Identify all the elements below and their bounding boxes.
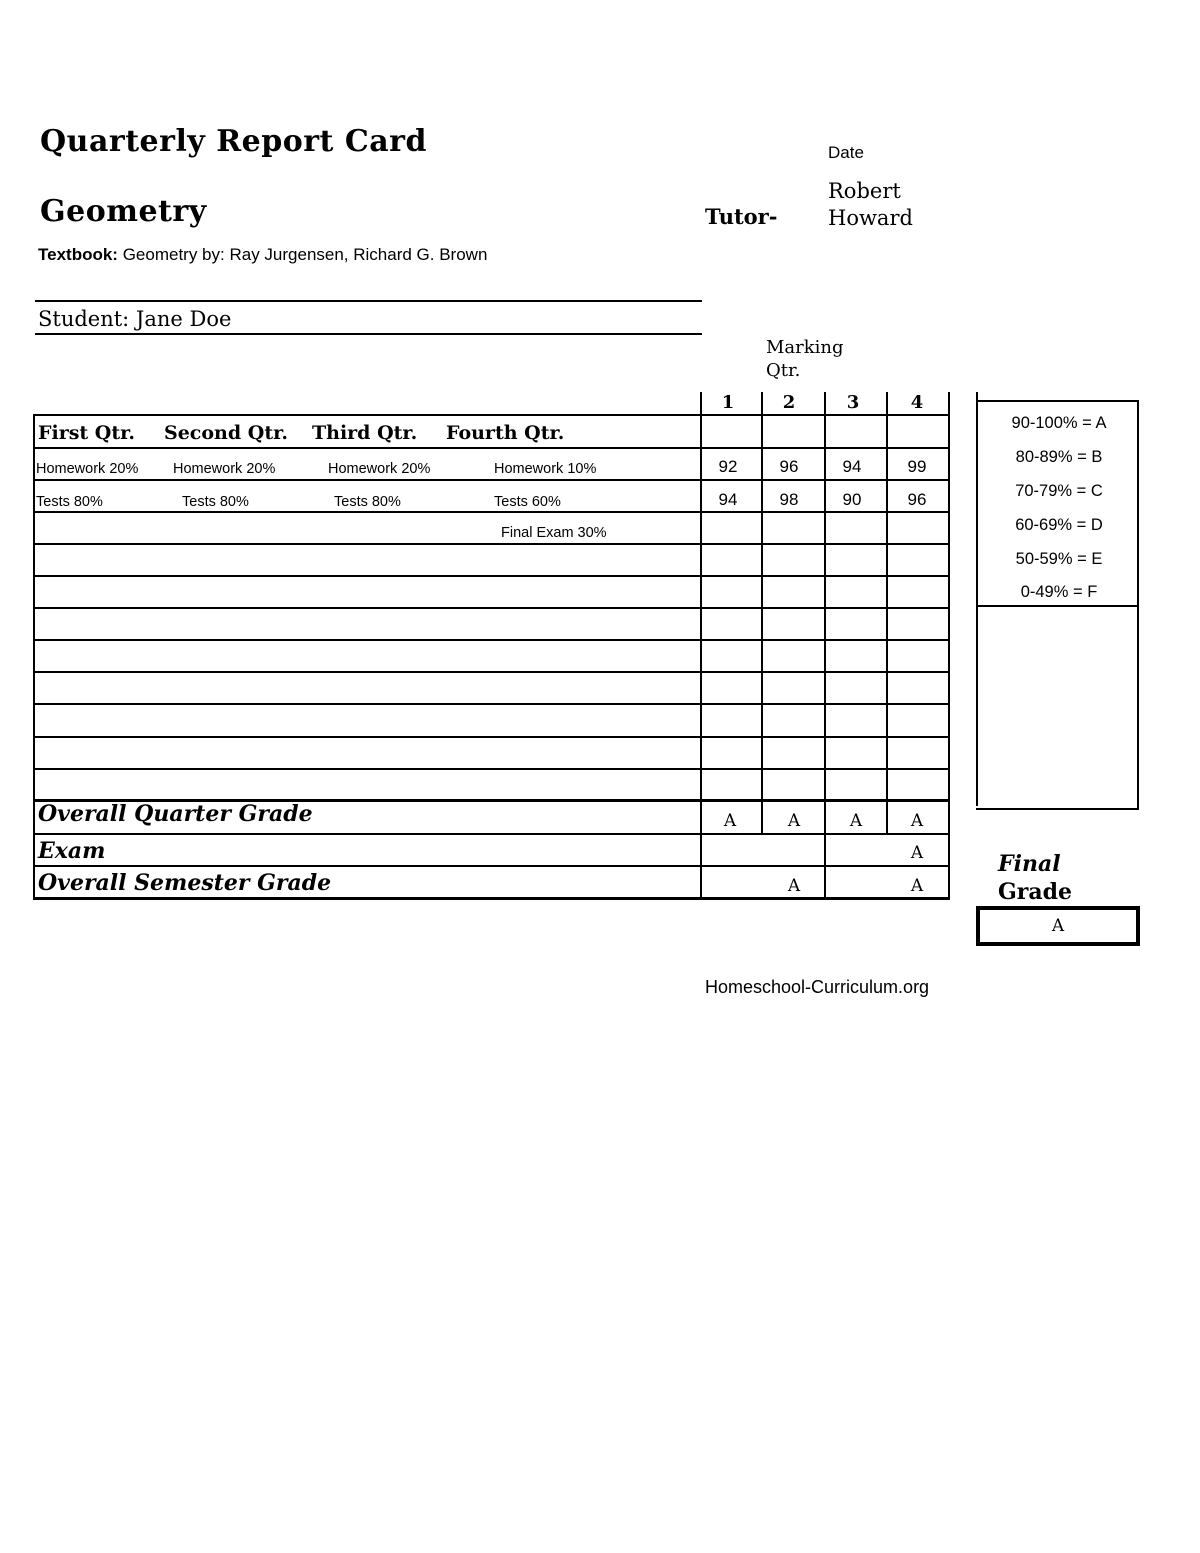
grid-line: [33, 543, 950, 545]
final-grade-box: A: [976, 906, 1140, 946]
final-label: Final: [998, 851, 1061, 877]
qtr-label: Qtr.: [766, 360, 801, 381]
quarter-grade-q2: A: [787, 811, 801, 831]
scale-f: 0-49% = F: [1020, 583, 1098, 601]
final-exam-weight: Final Exam 30%: [501, 525, 607, 541]
textbook-label: Textbook:: [38, 245, 118, 264]
tutor-first-name: Robert: [828, 179, 901, 203]
quarter-number-1: 1: [721, 392, 735, 413]
student-bottom-rule: [35, 333, 702, 335]
grid-line: [33, 511, 950, 513]
grid-line: [33, 833, 950, 835]
tutor-last-name: Howard: [828, 206, 913, 230]
date-label: Date: [828, 143, 864, 162]
test-score-q1: 94: [718, 490, 738, 509]
scale-b: 80-89% = B: [1015, 448, 1103, 466]
test-score-q3: 90: [842, 490, 862, 509]
grid-line: [33, 897, 950, 900]
grid-line: [33, 736, 950, 738]
grid-line: [33, 703, 950, 705]
exam-label: Exam: [38, 838, 106, 864]
homework-score-q4: 99: [907, 457, 927, 476]
tests-weight-q2: Tests 80%: [182, 494, 249, 510]
homework-score-q1: 92: [718, 457, 738, 476]
report-title: Quarterly Report Card: [40, 124, 427, 159]
exam-grade-q4: A: [910, 843, 924, 863]
scale-e: 50-59% = E: [1015, 550, 1103, 568]
test-score-q4: 96: [907, 490, 927, 509]
homework-weight-q4: Homework 10%: [494, 461, 597, 477]
homework-score-q2: 96: [779, 457, 799, 476]
grid-border-right: [948, 392, 950, 900]
scale-d: 60-69% = D: [1015, 516, 1103, 534]
homework-weight-q2: Homework 20%: [173, 461, 276, 477]
textbook-line: [38, 245, 487, 265]
scale-c: 70-79% = C: [1015, 482, 1103, 500]
grid-line: [33, 575, 950, 577]
quarter-grade-q3: A: [849, 811, 863, 831]
first-qtr-header: First Qtr.: [38, 422, 136, 444]
quarter-number-3: 3: [846, 392, 860, 413]
tests-weight-q4: Tests 60%: [494, 494, 561, 510]
tutor-name: [828, 178, 913, 232]
final-grade-label: [998, 850, 1072, 906]
semester-grade-1: A: [787, 876, 801, 896]
test-score-q2: 98: [779, 490, 799, 509]
quarter-grade-q1: A: [723, 811, 737, 831]
student-top-rule: [35, 300, 702, 302]
subject-title: Geometry: [40, 194, 207, 229]
grid-line: [33, 865, 950, 867]
overall-semester-label: Overall Semester Grade: [38, 870, 332, 896]
marking-label: Marking: [766, 337, 844, 358]
grid-line: [33, 414, 950, 416]
textbook-value: Geometry by: Ray Jurgensen, Richard G. Brown: [122, 245, 488, 264]
grid-line: [33, 479, 950, 481]
student-name: Student: Jane Doe: [38, 307, 232, 331]
overall-quarter-label: Overall Quarter Grade: [38, 801, 313, 827]
tests-weight-q1: Tests 80%: [36, 494, 103, 510]
quarter-grade-q4: A: [910, 811, 924, 831]
homework-weight-q3: Homework 20%: [328, 461, 431, 477]
grade-label: Grade: [998, 879, 1073, 905]
fourth-qtr-header: Fourth Qtr.: [446, 422, 565, 444]
tests-weight-q3: Tests 80%: [334, 494, 401, 510]
grid-border-left: [33, 414, 35, 900]
marking-qtr-label: [766, 336, 844, 382]
footer-site: Homeschool-Curriculum.org: [705, 977, 930, 997]
tutor-label: Tutor-: [705, 204, 778, 229]
grid-line: [33, 639, 950, 641]
second-qtr-header: Second Qtr.: [164, 422, 288, 444]
grid-line: [33, 447, 950, 449]
quarter-number-4: 4: [910, 392, 924, 413]
quarter-number-2: 2: [782, 392, 796, 413]
semester-grade-2: A: [910, 876, 924, 896]
homework-weight-q1: Homework 20%: [36, 461, 139, 477]
grid-line: [33, 768, 950, 770]
homework-score-q3: 94: [842, 457, 862, 476]
scale-divider: [976, 605, 1139, 607]
third-qtr-header: Third Qtr.: [312, 422, 418, 444]
grid-line: [33, 671, 950, 673]
grid-line: [33, 607, 950, 609]
scale-a: 90-100% = A: [1011, 414, 1107, 432]
